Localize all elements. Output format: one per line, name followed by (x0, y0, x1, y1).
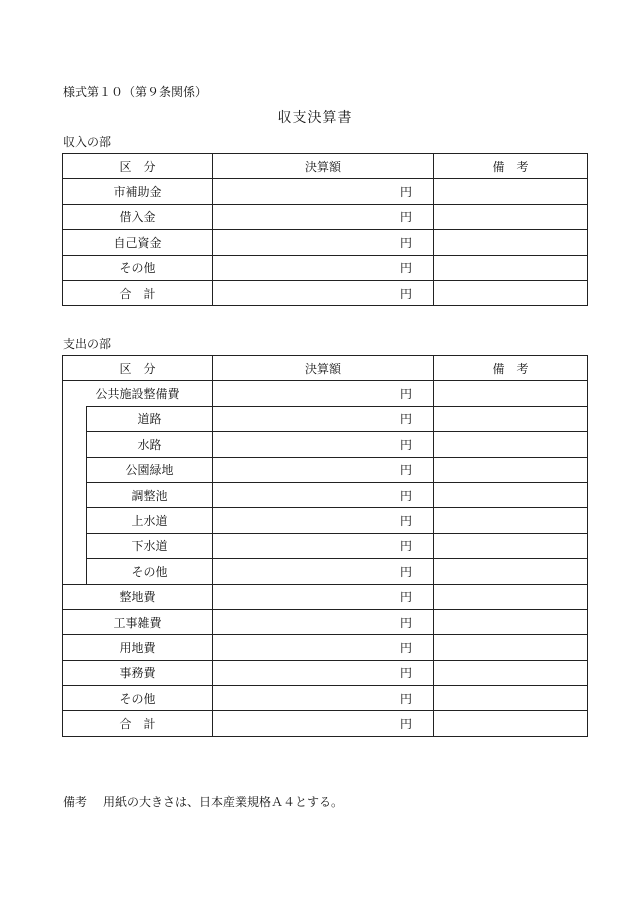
column-header-category: 区 分 (63, 356, 213, 381)
amount-cell[interactable]: 円 (213, 432, 434, 457)
amount-cell[interactable]: 円 (213, 482, 434, 507)
amount-cell[interactable]: 円 (213, 230, 434, 255)
footnote-label: 備考 (63, 795, 88, 809)
indent-spacer (63, 432, 87, 457)
remarks-cell[interactable] (434, 609, 588, 634)
row-label: 事務費 (63, 660, 213, 685)
remarks-cell[interactable] (434, 204, 588, 229)
row-label: 自己資金 (63, 230, 213, 255)
amount-cell[interactable]: 円 (213, 406, 434, 431)
amount-cell[interactable]: 円 (213, 255, 434, 280)
row-label: 用地費 (63, 635, 213, 660)
amount-cell[interactable]: 円 (213, 635, 434, 660)
remarks-cell[interactable] (434, 432, 588, 457)
remarks-cell[interactable] (434, 457, 588, 482)
amount-cell[interactable]: 円 (213, 559, 434, 584)
amount-cell[interactable]: 円 (213, 533, 434, 558)
amount-cell[interactable]: 円 (213, 179, 434, 204)
row-label: 合 計 (63, 280, 213, 305)
remarks-cell[interactable] (434, 280, 588, 305)
expense-subrow-pond (63, 482, 588, 507)
expense-subrow-waterway (63, 432, 588, 457)
row-label: その他 (87, 559, 213, 584)
footnote (63, 793, 343, 810)
remarks-cell[interactable] (434, 482, 588, 507)
row-label: 整地費 (63, 584, 213, 609)
expense-row-misc-construction (63, 609, 588, 634)
expense-row-land-prep (63, 584, 588, 609)
amount-cell[interactable]: 円 (213, 204, 434, 229)
income-section-heading: 収入の部 (63, 135, 112, 149)
expense-row-other (63, 686, 588, 711)
expense-subrow-sewer (63, 533, 588, 558)
indent-spacer (63, 406, 87, 431)
column-header-remarks: 備 考 (434, 154, 588, 179)
indent-spacer (63, 457, 87, 482)
expense-subrow-road (63, 406, 588, 431)
row-label: 道路 (87, 406, 213, 431)
income-row-own-funds (63, 230, 588, 255)
footnote-text: 用紙の大きさは、日本産業規格Ａ４とする。 (103, 795, 344, 809)
amount-cell[interactable]: 円 (213, 280, 434, 305)
row-label: 合 計 (63, 711, 213, 736)
remarks-cell[interactable] (434, 255, 588, 280)
remarks-cell[interactable] (434, 559, 588, 584)
row-label: その他 (63, 255, 213, 280)
remarks-cell[interactable] (434, 508, 588, 533)
indent-spacer (63, 559, 87, 584)
expense-subrow-water-supply (63, 508, 588, 533)
row-label: 調整池 (87, 482, 213, 507)
remarks-cell[interactable] (434, 660, 588, 685)
income-table (62, 153, 588, 306)
income-row-city-subsidy (63, 179, 588, 204)
expense-row-total (63, 711, 588, 736)
amount-cell[interactable]: 円 (213, 686, 434, 711)
income-row-total (63, 280, 588, 305)
amount-cell[interactable]: 円 (213, 660, 434, 685)
column-header-category: 区 分 (63, 154, 213, 179)
remarks-cell[interactable] (434, 381, 588, 406)
expense-row-office (63, 660, 588, 685)
row-label: 下水道 (87, 533, 213, 558)
remarks-cell[interactable] (434, 406, 588, 431)
amount-cell[interactable]: 円 (213, 457, 434, 482)
amount-cell[interactable]: 円 (213, 584, 434, 609)
form-number-label: 様式第１０（第９条関係） (63, 85, 208, 99)
row-label: 上水道 (87, 508, 213, 533)
indent-spacer (63, 508, 87, 533)
expense-table (62, 355, 588, 737)
expense-row-public-facility (63, 381, 588, 406)
row-label: 公共施設整備費 (63, 381, 213, 406)
income-row-other (63, 255, 588, 280)
document-title: 収支決算書 (277, 110, 353, 126)
expense-subrow-other (63, 559, 588, 584)
income-row-loan (63, 204, 588, 229)
amount-cell[interactable]: 円 (213, 381, 434, 406)
remarks-cell[interactable] (434, 635, 588, 660)
expense-row-land-acquisition (63, 635, 588, 660)
row-label: その他 (63, 686, 213, 711)
amount-cell[interactable]: 円 (213, 609, 434, 634)
row-label: 水路 (87, 432, 213, 457)
column-header-amount: 決算額 (213, 154, 434, 179)
column-header-remarks: 備 考 (434, 356, 588, 381)
income-header-row (63, 154, 588, 179)
column-header-amount: 決算額 (213, 356, 434, 381)
expense-section-heading: 支出の部 (63, 337, 112, 351)
remarks-cell[interactable] (434, 584, 588, 609)
remarks-cell[interactable] (434, 230, 588, 255)
row-label: 公園緑地 (87, 457, 213, 482)
remarks-cell[interactable] (434, 711, 588, 736)
expense-header-row (63, 356, 588, 381)
remarks-cell[interactable] (434, 686, 588, 711)
remarks-cell[interactable] (434, 533, 588, 558)
indent-spacer (63, 533, 87, 558)
remarks-cell[interactable] (434, 179, 588, 204)
indent-spacer (63, 482, 87, 507)
row-label: 工事雑費 (63, 609, 213, 634)
row-label: 借入金 (63, 204, 213, 229)
expense-subrow-park (63, 457, 588, 482)
row-label: 市補助金 (63, 179, 213, 204)
amount-cell[interactable]: 円 (213, 508, 434, 533)
amount-cell[interactable]: 円 (213, 711, 434, 736)
